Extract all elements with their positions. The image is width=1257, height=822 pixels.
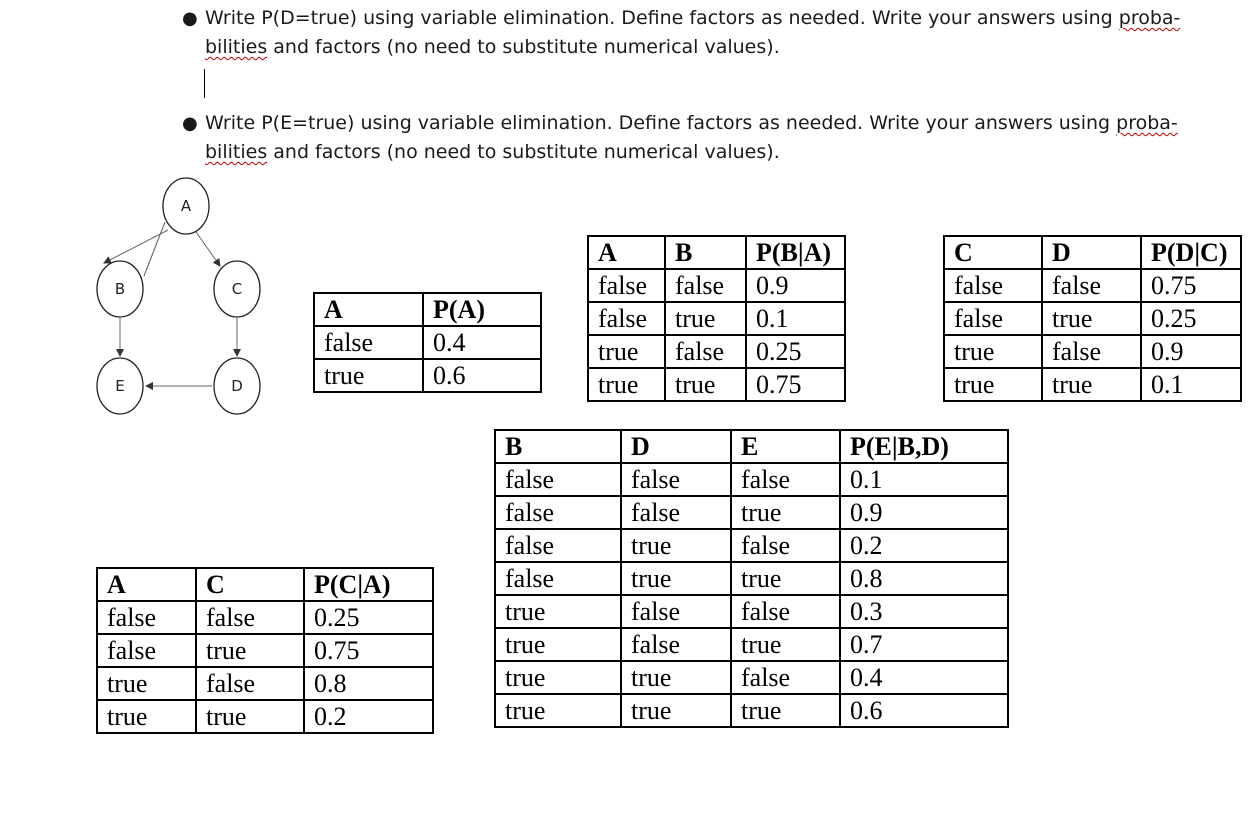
- table-row: [495, 496, 1008, 529]
- table-row: [495, 529, 1008, 562]
- question-2-line-1: Write P(E=true) using variable elimination. Define factors as needed. Write your answers using proba-: [205, 112, 1178, 134]
- table-cell: 0.4: [423, 326, 541, 359]
- table-row: [97, 700, 433, 733]
- table-cell: true: [495, 694, 621, 727]
- table-cell: 0.1: [746, 302, 845, 335]
- table-cell: false: [621, 595, 731, 628]
- table-cell: false: [495, 463, 621, 496]
- header-cell: E: [731, 430, 840, 463]
- table-row: [588, 269, 845, 302]
- node-c-label: C: [231, 280, 243, 298]
- table-cell: false: [621, 628, 731, 661]
- table-cell: false: [731, 529, 840, 562]
- table-cell: 0.2: [304, 700, 433, 733]
- table-cell: false: [495, 562, 621, 595]
- header-cell: P(B|A): [746, 236, 845, 269]
- table-cell: 0.75: [1141, 269, 1241, 302]
- spell-flag[interactable]: proba-: [1116, 112, 1178, 134]
- table-cell: true: [588, 335, 665, 368]
- table-cell: 0.3: [840, 595, 1008, 628]
- bullet-dot: ●: [182, 8, 198, 29]
- header-cell: C: [196, 568, 304, 601]
- header-cell: B: [665, 236, 746, 269]
- table-cell: true: [665, 368, 746, 401]
- table-cell: 0.75: [746, 368, 845, 401]
- table-cell: false: [588, 269, 665, 302]
- table-row: [588, 335, 845, 368]
- edge-a-b: [144, 222, 165, 276]
- table-cell: false: [495, 529, 621, 562]
- table-cell: false: [731, 463, 840, 496]
- table-cell: false: [97, 601, 196, 634]
- node-e: [97, 358, 143, 414]
- table-cell: true: [665, 302, 746, 335]
- node-c: [214, 261, 260, 317]
- table-cell: 0.1: [840, 463, 1008, 496]
- table-cell: false: [196, 667, 304, 700]
- table-cell: 0.25: [746, 335, 845, 368]
- table-cell: true: [731, 496, 840, 529]
- table-cell: true: [944, 368, 1042, 401]
- table-header-row: [495, 430, 1008, 463]
- question-1-line-2: bilities and factors (no need to substitute numerical values).: [205, 36, 780, 58]
- table-cell: true: [97, 667, 196, 700]
- table-cell: false: [731, 595, 840, 628]
- table-row: [495, 694, 1008, 727]
- table-cell: true: [196, 634, 304, 667]
- table-row: [97, 601, 433, 634]
- table-cell: false: [944, 269, 1042, 302]
- table-cell: false: [621, 496, 731, 529]
- table-p-d-given-c: [943, 235, 1242, 402]
- table-cell: 0.8: [840, 562, 1008, 595]
- table-row: [944, 368, 1241, 401]
- table-cell: 0.6: [423, 359, 541, 392]
- table-cell: true: [621, 529, 731, 562]
- table-cell: false: [1042, 335, 1141, 368]
- table-cell: true: [1042, 302, 1141, 335]
- table-cell: 0.1: [1141, 368, 1241, 401]
- table-cell: true: [621, 694, 731, 727]
- table-cell: true: [97, 700, 196, 733]
- table-row: [944, 335, 1241, 368]
- table-cell: 0.25: [304, 601, 433, 634]
- header-cell: A: [314, 293, 423, 326]
- table-cell: 0.25: [1141, 302, 1241, 335]
- table-row: [944, 269, 1241, 302]
- table-cell: 0.4: [840, 661, 1008, 694]
- node-a: [163, 178, 209, 234]
- table-cell: 0.9: [840, 496, 1008, 529]
- header-cell: C: [944, 236, 1042, 269]
- spell-flag[interactable]: proba-: [1118, 7, 1181, 29]
- edge-a-to-c: [196, 232, 220, 266]
- table-cell: 0.75: [304, 634, 433, 667]
- table-row: [97, 634, 433, 667]
- table-cell: false: [314, 326, 423, 359]
- table-cell: 0.8: [304, 667, 433, 700]
- table-cell: 0.2: [840, 529, 1008, 562]
- node-a-label: A: [180, 197, 192, 215]
- node-d-label: D: [231, 377, 243, 395]
- header-cell: A: [97, 568, 196, 601]
- table-cell: 0.6: [840, 694, 1008, 727]
- table-cell: true: [196, 700, 304, 733]
- table-cell: false: [621, 463, 731, 496]
- table-cell: true: [621, 661, 731, 694]
- table-cell: true: [495, 661, 621, 694]
- table-cell: false: [665, 269, 746, 302]
- table-row: [495, 463, 1008, 496]
- table-p-a: [313, 292, 542, 393]
- table-cell: false: [196, 601, 304, 634]
- table-p-c-given-a: [96, 567, 434, 734]
- table-row: [944, 302, 1241, 335]
- table-row: [495, 661, 1008, 694]
- table-row: [314, 359, 541, 392]
- table-header-row: [97, 568, 433, 601]
- node-b-label: B: [114, 280, 126, 298]
- node-e-label: E: [115, 377, 125, 395]
- node-d: [214, 358, 260, 414]
- table-cell: true: [314, 359, 423, 392]
- node-b: [97, 261, 143, 317]
- question-2-line-2: bilities and factors (no need to substitute numerical values).: [205, 141, 780, 163]
- table-cell: 0.9: [746, 269, 845, 302]
- table-cell: true: [495, 595, 621, 628]
- table-cell: 0.9: [1141, 335, 1241, 368]
- table-cell: true: [731, 694, 840, 727]
- header-cell: B: [495, 430, 621, 463]
- spell-flag[interactable]: bilities: [205, 141, 268, 163]
- table-cell: false: [588, 302, 665, 335]
- table-cell: false: [495, 496, 621, 529]
- table-row: [588, 368, 845, 401]
- table-row: [97, 667, 433, 700]
- header-cell: P(D|C): [1141, 236, 1241, 269]
- table-cell: true: [621, 562, 731, 595]
- table-cell: true: [588, 368, 665, 401]
- table-row: [588, 302, 845, 335]
- table-cell: true: [731, 628, 840, 661]
- table-cell: true: [1042, 368, 1141, 401]
- header-cell: P(A): [423, 293, 541, 326]
- table-cell: false: [665, 335, 746, 368]
- table-row: [495, 595, 1008, 628]
- table-cell: false: [1042, 269, 1141, 302]
- table-row: [495, 562, 1008, 595]
- bullet-dot: ●: [182, 113, 198, 134]
- table-cell: true: [495, 628, 621, 661]
- table-header-row: [588, 236, 845, 269]
- table-cell: true: [731, 562, 840, 595]
- header-cell: P(C|A): [304, 568, 433, 601]
- table-row: [314, 326, 541, 359]
- question-1-line-1: Write P(D=true) using variable elimination. Define factors as needed. Write your answers using proba-: [205, 7, 1181, 29]
- table-p-e-given-b-d: [494, 429, 1009, 728]
- table-cell: false: [731, 661, 840, 694]
- table-row: [495, 628, 1008, 661]
- header-cell: D: [1042, 236, 1141, 269]
- table-cell: false: [97, 634, 196, 667]
- header-cell: A: [588, 236, 665, 269]
- table-header-row: [944, 236, 1241, 269]
- table-header-row: [314, 293, 541, 326]
- spell-flag[interactable]: bilities: [205, 36, 268, 58]
- header-cell: P(E|B,D): [840, 430, 1008, 463]
- header-cell: D: [621, 430, 731, 463]
- table-cell: true: [944, 335, 1042, 368]
- table-cell: 0.7: [840, 628, 1008, 661]
- table-cell: false: [944, 302, 1042, 335]
- table-p-b-given-a: [587, 235, 846, 402]
- edge-a-to-b: [104, 230, 168, 263]
